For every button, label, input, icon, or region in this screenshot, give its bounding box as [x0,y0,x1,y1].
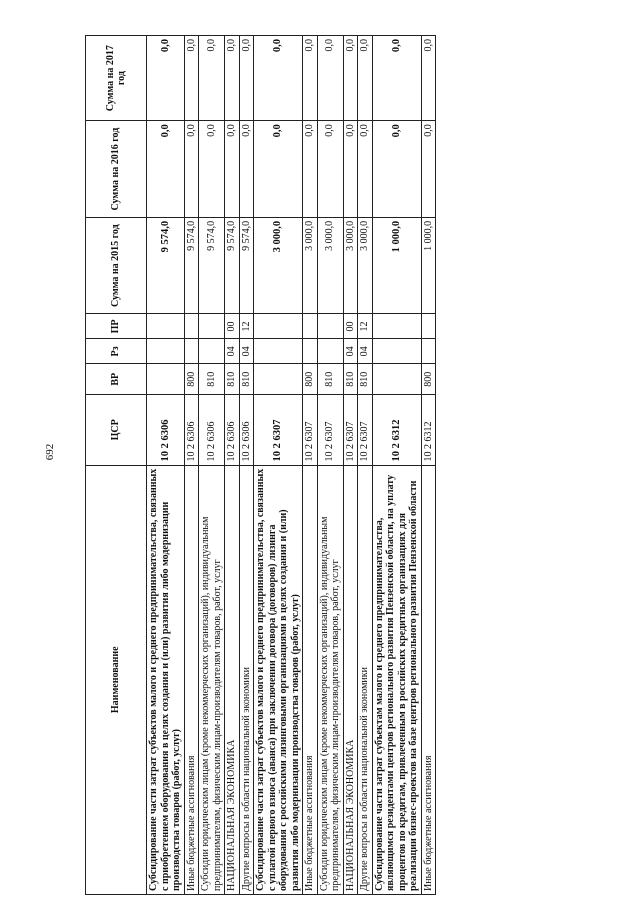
table-body [147,36,436,895]
cell-csr: 10 2 6312 [372,395,421,465]
cell-sum-2015: 9 574,0 [184,217,199,314]
cell-name: НАЦИОНАЛЬНАЯ ЭКОНОМИКА [343,465,358,894]
table-row [225,36,240,895]
cell-pr: 12 [239,314,254,339]
cell-pr [303,314,318,339]
page-number: 692 [44,443,56,461]
cell-name: Иные бюджетные ассигнования [421,465,436,894]
cell-csr: 10 2 6307 [303,395,318,465]
cell-name: Субсидии юридическим лицам (кроме некоммерческих организаций), индивидуальным предпринимателям, физическим лицам-производителям товаров, работ, услуг [317,465,343,894]
header-sum-2017: Сумма на 2017 год [86,36,147,121]
cell-pr [317,314,343,339]
cell-name: Субсидирование части затрат субъектов малого и среднего предпринимательства, связанных с уплатой первого взноса (аванса) при заключении договора (договоров) лизинга оборудования с российскими лизинговыми организациями в целях создания и (или) развития либо модернизации производства товаров (работ, услуг) [254,465,303,894]
cell-pr [421,314,436,339]
cell-sum-2016: 0,0 [199,121,225,218]
cell-rz [199,339,225,364]
header-name: Наименование [86,465,147,894]
cell-sum-2016: 0,0 [343,121,358,218]
cell-sum-2016: 0,0 [303,121,318,218]
cell-sum-2017: 0,0 [254,36,303,121]
cell-vr: 810 [225,364,240,395]
cell-rz: 04 [225,339,240,364]
cell-vr: 810 [343,364,358,395]
cell-csr: 10 2 6306 [239,395,254,465]
cell-pr [147,314,185,339]
cell-pr: 00 [225,314,240,339]
cell-sum-2016: 0,0 [239,121,254,218]
cell-name: Субсидии юридическим лицам (кроме некоммерческих организаций), индивидуальным предпринимателям, физическим лицам-производителям товаров, работ, услуг [199,465,225,894]
cell-sum-2015: 9 574,0 [239,217,254,314]
table-row [239,36,254,895]
cell-name: Иные бюджетные ассигнования [303,465,318,894]
cell-sum-2017: 0,0 [317,36,343,121]
table-row [421,36,436,895]
cell-vr [372,364,421,395]
budget-table [85,35,436,895]
cell-vr: 800 [184,364,199,395]
table-row [184,36,199,895]
cell-pr [254,314,303,339]
cell-rz [254,339,303,364]
cell-csr: 10 2 6306 [147,395,185,465]
cell-csr: 10 2 6306 [225,395,240,465]
header-rz: Рз [86,339,147,364]
cell-sum-2017: 0,0 [421,36,436,121]
cell-sum-2017: 0,0 [358,36,373,121]
cell-sum-2017: 0,0 [225,36,240,121]
cell-rz: 04 [358,339,373,364]
cell-sum-2016: 0,0 [147,121,185,218]
cell-sum-2016: 0,0 [358,121,373,218]
cell-sum-2015: 9 574,0 [225,217,240,314]
cell-csr: 10 2 6307 [358,395,373,465]
cell-sum-2017: 0,0 [184,36,199,121]
cell-csr: 10 2 6307 [254,395,303,465]
cell-pr [372,314,421,339]
cell-pr [184,314,199,339]
cell-sum-2015: 3 000,0 [343,217,358,314]
rotated-table-container [85,35,555,895]
cell-sum-2016: 0,0 [184,121,199,218]
table-row [254,36,303,895]
cell-rz [303,339,318,364]
cell-sum-2015: 1 000,0 [421,217,436,314]
cell-rz [372,339,421,364]
cell-sum-2017: 0,0 [199,36,225,121]
table-row [147,36,185,895]
cell-rz [184,339,199,364]
cell-vr: 810 [358,364,373,395]
cell-pr: 12 [358,314,373,339]
cell-pr: 00 [343,314,358,339]
cell-name: Субсидирование части затрат субъектов малого и среднего предпринимательства, связанных с приобретением оборудования в целях создания и (или) развития либо модернизации производства товаров (работ, услуг) [147,465,185,894]
cell-rz [421,339,436,364]
cell-rz: 04 [239,339,254,364]
header-pr: ПР [86,314,147,339]
table-row [199,36,225,895]
cell-name: НАЦИОНАЛЬНАЯ ЭКОНОМИКА [225,465,240,894]
cell-sum-2017: 0,0 [239,36,254,121]
cell-vr: 810 [239,364,254,395]
table-row [343,36,358,895]
cell-sum-2017: 0,0 [303,36,318,121]
cell-csr: 10 2 6306 [184,395,199,465]
cell-name: Другие вопросы в области национальной экономики [358,465,373,894]
header-sum-2016: Сумма на 2016 год [86,121,147,218]
cell-csr: 10 2 6312 [421,395,436,465]
cell-sum-2015: 3 000,0 [358,217,373,314]
cell-name: Субсидирование части затрат субъектам малого и среднего предпринимательства, являющимся резидентами центров регионального развития Пензенской области, на уплату процентов по кредитам, привлеченным в российских кредитных организациях для реализации бизнес-проектов на базе центров регионального развития Пензенской области [372,465,421,894]
cell-vr: 800 [421,364,436,395]
cell-vr: 810 [199,364,225,395]
cell-sum-2015: 1 000,0 [372,217,421,314]
cell-sum-2016: 0,0 [317,121,343,218]
cell-sum-2015: 9 574,0 [147,217,185,314]
cell-sum-2017: 0,0 [343,36,358,121]
cell-sum-2015: 9 574,0 [199,217,225,314]
cell-csr: 10 2 6306 [199,395,225,465]
cell-sum-2017: 0,0 [147,36,185,121]
cell-csr: 10 2 6307 [317,395,343,465]
cell-vr [254,364,303,395]
header-sum-2015: Сумма на 2015 год [86,217,147,314]
header-csr: ЦСР [86,395,147,465]
cell-pr [199,314,225,339]
cell-vr [147,364,185,395]
cell-sum-2016: 0,0 [421,121,436,218]
cell-sum-2017: 0,0 [372,36,421,121]
cell-sum-2015: 3 000,0 [254,217,303,314]
cell-vr: 800 [303,364,318,395]
table-header-row [86,36,147,895]
cell-csr: 10 2 6307 [343,395,358,465]
cell-sum-2015: 3 000,0 [317,217,343,314]
cell-name: Другие вопросы в области национальной экономики [239,465,254,894]
table-row [317,36,343,895]
cell-sum-2015: 3 000,0 [303,217,318,314]
cell-sum-2016: 0,0 [372,121,421,218]
table-row [358,36,373,895]
cell-sum-2016: 0,0 [225,121,240,218]
cell-rz: 04 [343,339,358,364]
cell-rz [147,339,185,364]
cell-name: Иные бюджетные ассигнования [184,465,199,894]
table-row [303,36,318,895]
table-row [372,36,421,895]
header-vr: ВР [86,364,147,395]
cell-rz [317,339,343,364]
cell-vr: 810 [317,364,343,395]
cell-sum-2016: 0,0 [254,121,303,218]
